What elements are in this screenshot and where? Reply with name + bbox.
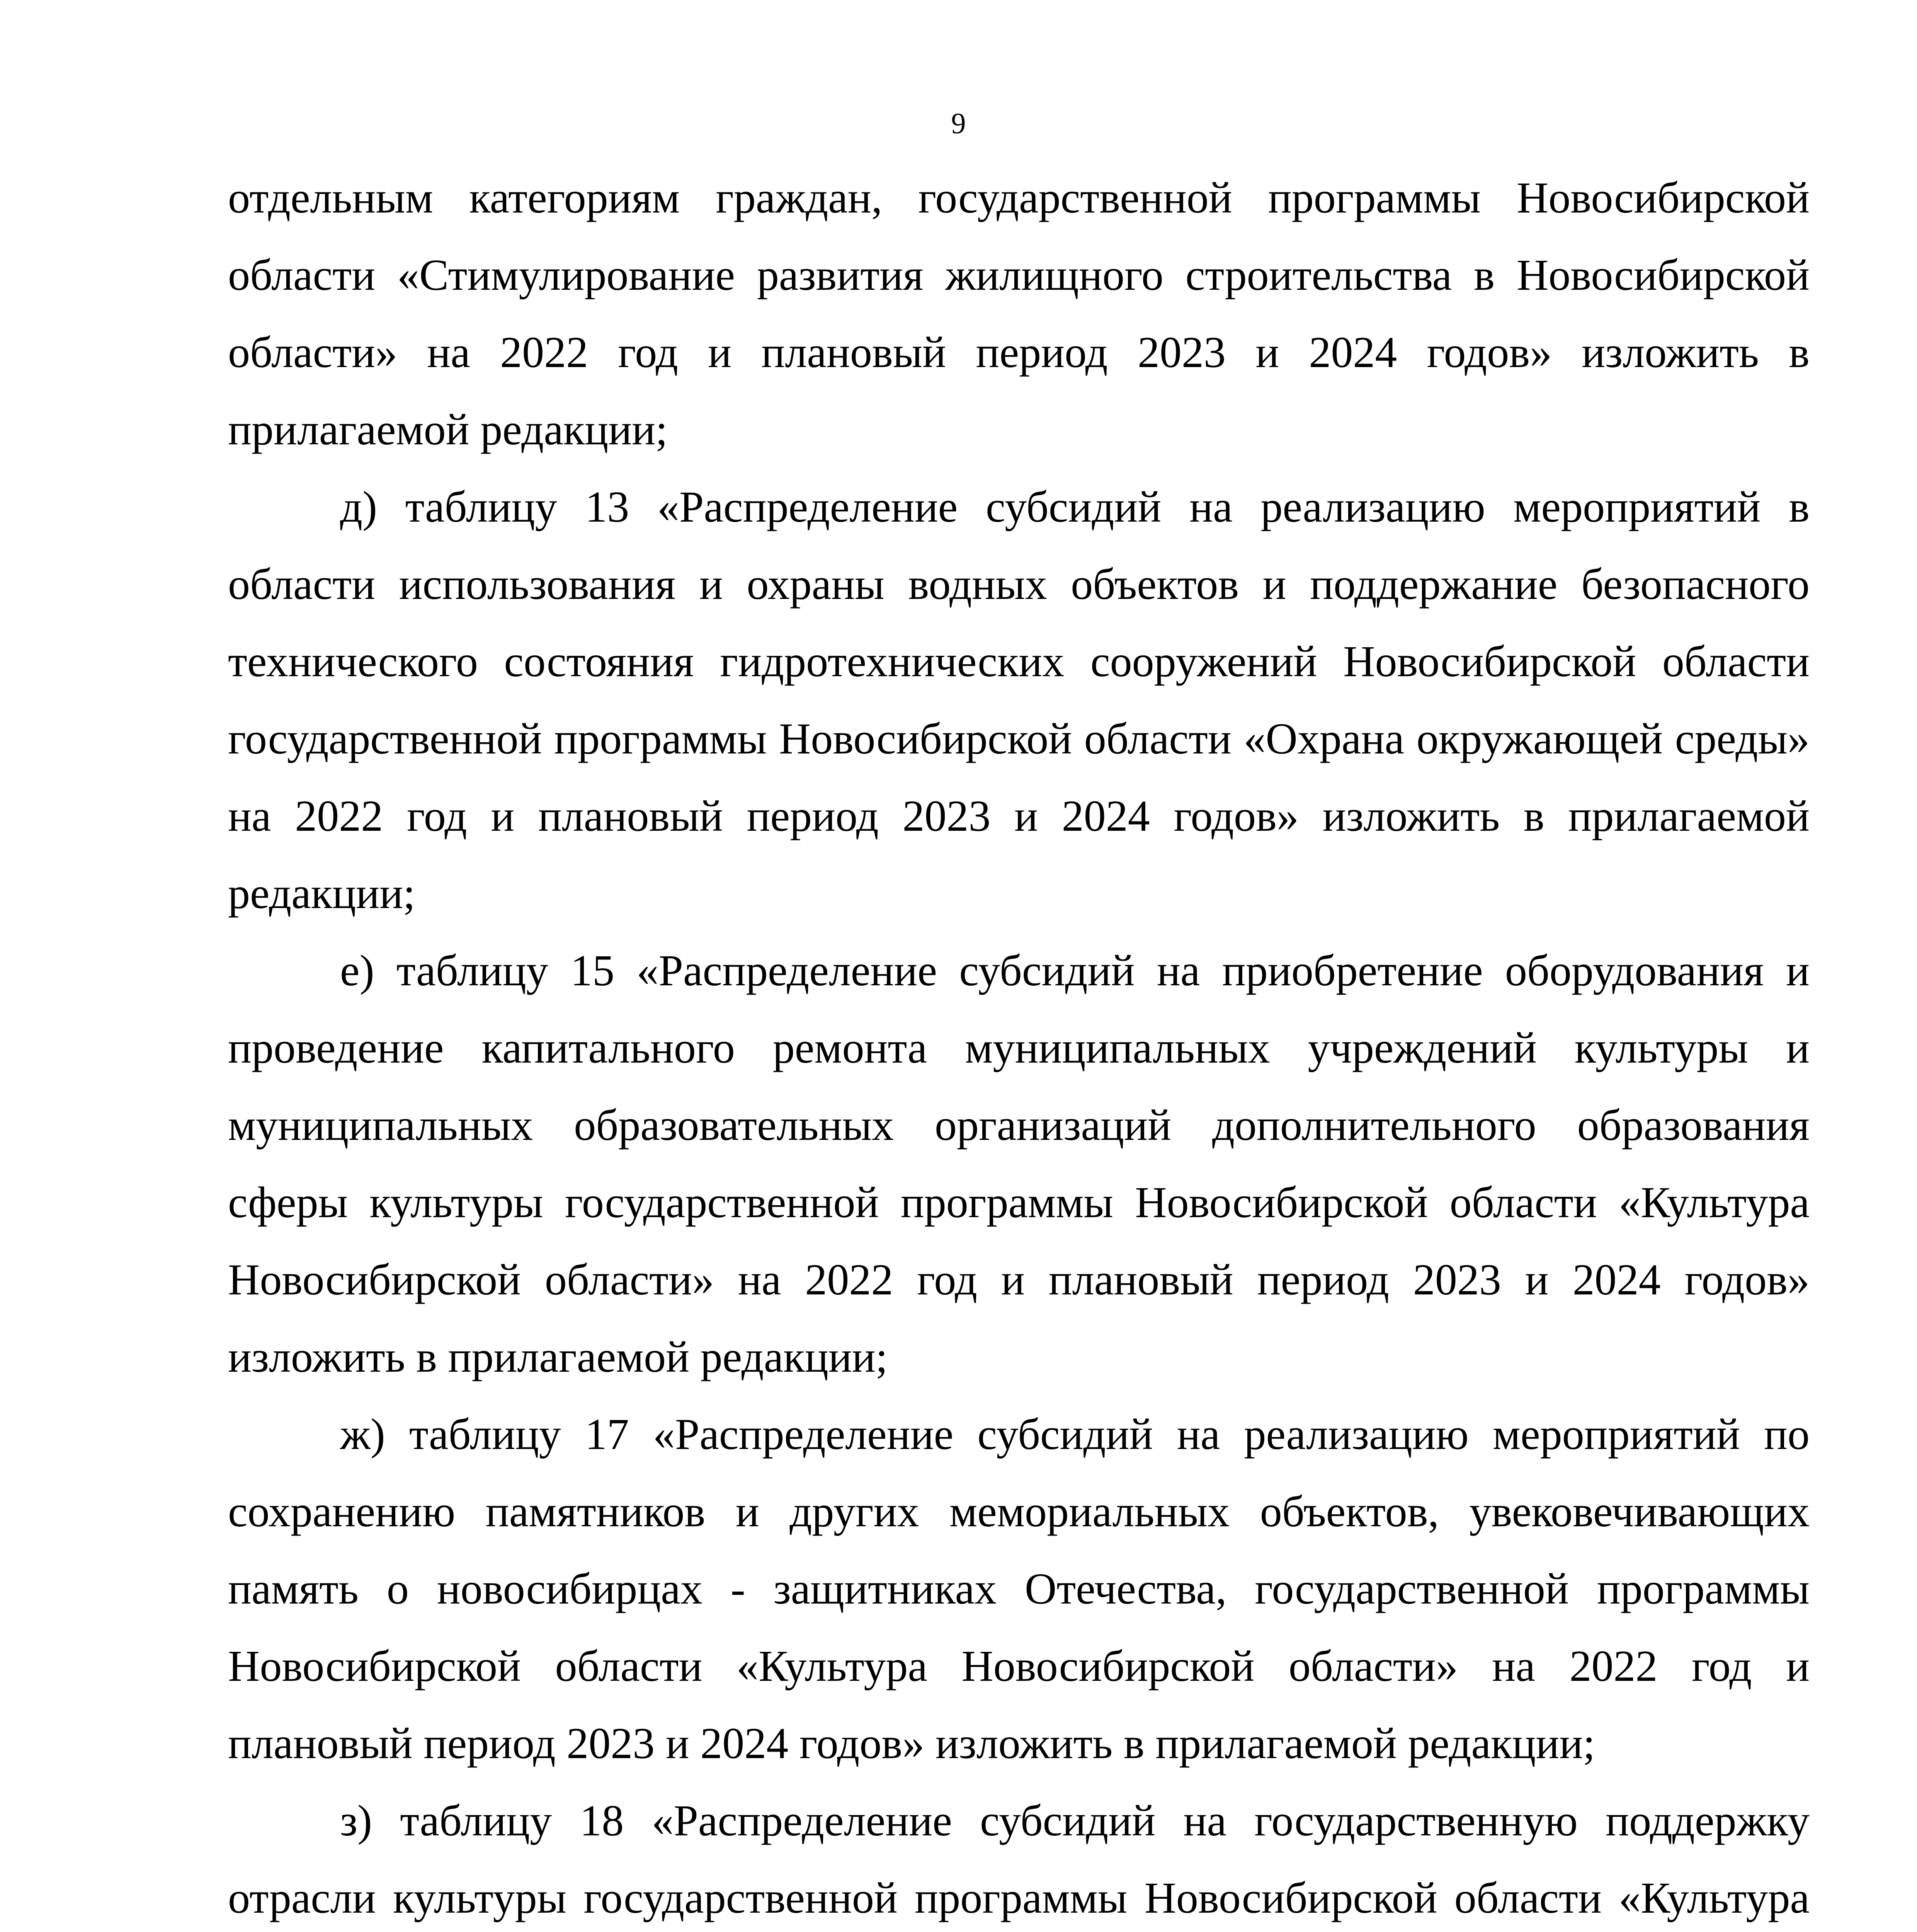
page-number: 9 xyxy=(951,107,966,140)
paragraph-continuation: отдельным категориям граждан, государственной программы Новосибирской области «Стимулирование развития жилищного строительства в Новосибирской области» на 2022 год и плановый период 2023 и 2024 годов» изложить в прилагаемой редакции; xyxy=(228,173,1810,454)
document-body xyxy=(228,159,1810,1932)
paragraph-item-zh: ж) таблицу 17 «Распределение субсидий на реализацию мероприятий по сохранению памятников и других мемориальных объектов, увековечивающих память о новосибирцах - защитниках Отечества, государственной программы Новосибирской области «Культура Новосибирской области» на 2022 год и плановый период 2023 и 2024 годов» изложить в прилагаемой редакции; xyxy=(228,1410,1810,1768)
paragraph-item-d: д) таблицу 13 «Распределение субсидий на реализацию мероприятий в области использования и охраны водных объектов и поддержание безопасного технического состояния гидротехнических сооружений Новосибирской области государственной программы Новосибирской области «Охрана окружающей среды» на 2022 год и плановый период 2023 и 2024 годов» изложить в прилагаемой редакции; xyxy=(228,482,1810,918)
paragraph-item-z: з) таблицу 18 «Распределение субсидий на государственную поддержку отрасли культуры государственной программы Новосибирской области «Культура xyxy=(228,1796,1810,1922)
paragraph-item-e: е) таблицу 15 «Распределение субсидий на приобретение оборудования и проведение капитального ремонта муниципальных учреждений культуры и муниципальных образовательных организаций дополнительного образования сферы культуры государственной программы Новосибирской области «Культура Новосибирской области» на 2022 год и плановый период 2023 и 2024 годов» изложить в прилагаемой редакции; xyxy=(228,946,1810,1381)
